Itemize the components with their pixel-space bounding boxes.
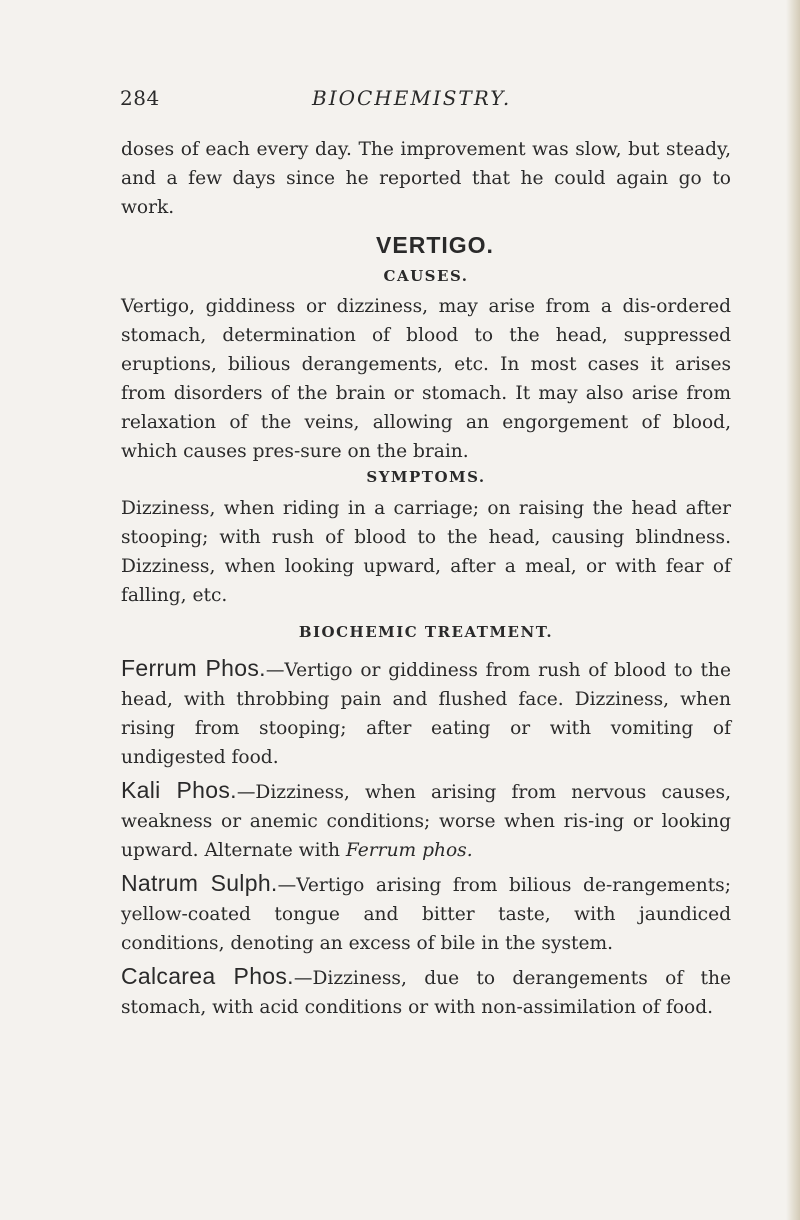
remedy-ferrum-phos [121, 654, 731, 772]
symptoms-paragraph: Dizziness, when riding in a carriage; on raising the head after stooping; with rush of blood to the head, causing blindness. Dizziness, when looking upward, after a meal, or with fear of falling, etc. [121, 498, 731, 606]
remedy-name: Natrum Sulph. [121, 870, 278, 896]
page-number: 284 [120, 86, 160, 110]
remedy-italic-reference: Ferrum phos. [345, 840, 473, 861]
remedy-natrum-sulph [121, 869, 731, 958]
page-body [121, 135, 731, 1022]
page-edge-shadow [786, 0, 800, 1220]
causes-paragraph: Vertigo, giddiness or dizziness, may arise from a dis-ordered stomach, determination of blood to the head, suppressed eruptions, bilious derangements, etc. In most cases it arises from disorders of the brain or stomach. It may also arise from relaxation of the veins, allowing an engorgement of blood, which causes pres-sure on the brain. [121, 296, 731, 462]
running-head [120, 86, 730, 112]
symptoms-heading: SYMPTOMS. [366, 468, 486, 486]
remedy-calcarea-phos [121, 962, 731, 1022]
remedy-text: —Vertigo or giddiness from rush of blood to the head, with throbbing pain and flushed face. Dizziness, when rising from stooping; after eating or with vomiting of undigested food. [121, 660, 731, 768]
remedy-text: —Vertigo arising from bilious de-rangements; yellow-coated tongue and bitter taste, with jaundiced conditions, denoting an excess of bile in the system. [121, 875, 731, 954]
remedy-text: —Dizziness, when arising from nervous causes, weakness or anemic conditions; worse when ris-ing or looking upward. Alternate with [121, 782, 731, 861]
remedy-text: —Dizziness, due to derangements of the stomach, with acid conditions or with non-assimilation of food. [121, 968, 731, 1018]
causes-heading: CAUSES. [383, 267, 469, 285]
intro-paragraph: doses of each every day. The improvement was slow, but steady, and a few days since he reported that he could again go to work. [121, 139, 731, 218]
treatment-heading: BIOCHEMIC TREATMENT. [298, 623, 554, 641]
remedy-name: Ferrum Phos. [121, 655, 266, 681]
book-title: BIOCHEMISTRY. [312, 86, 512, 110]
remedy-name: Kali Phos. [121, 777, 237, 803]
remedy-name: Calcarea Phos. [121, 963, 294, 989]
remedy-kali-phos [121, 776, 731, 865]
section-title: VERTIGO. [376, 232, 494, 258]
